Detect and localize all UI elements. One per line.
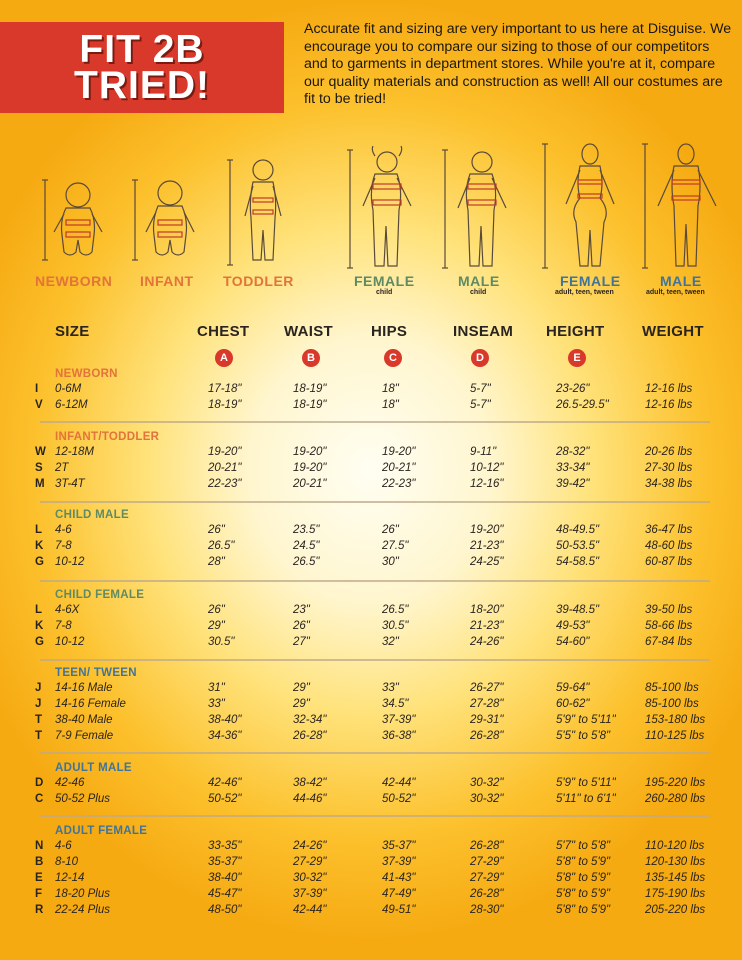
height-cell: 5'7" to 5'8" <box>556 840 611 852</box>
weight-cell: 195-220 lbs <box>645 777 706 789</box>
size-name: 50-52 Plus <box>55 792 110 805</box>
inseam-cell: 12-16" <box>470 477 504 490</box>
weight-cell: 67-84 lbs <box>645 635 693 648</box>
inseam-cell: 18-20" <box>470 604 504 616</box>
inseam-cell: 30-32" <box>470 777 504 789</box>
size-name: 12-18M <box>55 446 94 458</box>
height-cell: 28-32" <box>556 446 590 458</box>
waist-cell: 42-44" <box>293 903 327 916</box>
table-row <box>0 446 742 462</box>
table-row <box>0 698 742 714</box>
chest-cell: 26" <box>208 604 225 616</box>
waist-cell: 38-42" <box>293 777 327 789</box>
male-adult-figure <box>640 140 730 270</box>
size-code: N <box>35 840 44 852</box>
size-code: D <box>35 777 44 789</box>
hips-cell: 35-37" <box>382 840 416 852</box>
height-cell: 54-58.5" <box>556 555 600 568</box>
height-cell: 39-48.5" <box>556 604 600 616</box>
table-row <box>0 730 742 746</box>
waist-cell: 37-39" <box>293 887 327 900</box>
weight-cell: 60-87 lbs <box>645 555 693 568</box>
newborn-figure <box>40 140 110 270</box>
table-row <box>0 872 742 888</box>
column-header-height: HEIGHT <box>546 323 605 340</box>
size-name: 14-16 Male <box>55 682 113 694</box>
chest-cell: 45-47" <box>208 887 242 900</box>
section-title: ADULT MALE <box>55 762 132 774</box>
hips-cell: 30.5" <box>382 619 409 632</box>
size-name: 22-24 Plus <box>55 903 110 916</box>
table-row <box>0 904 742 920</box>
table-row <box>0 604 742 620</box>
chest-cell: 18-19" <box>208 398 242 411</box>
inseam-cell: 21-23" <box>470 619 504 632</box>
banner-line-2: TRIED! <box>74 63 210 107</box>
table-row <box>0 556 742 572</box>
size-name: 8-10 <box>55 855 79 868</box>
chest-cell: 26.5" <box>208 539 235 552</box>
inseam-cell: 27-29" <box>470 871 504 884</box>
figure-sub-female-adult: adult, teen, tween <box>555 289 614 296</box>
hips-cell: 26.5" <box>382 604 409 616</box>
weight-cell: 110-125 lbs <box>645 729 705 742</box>
size-name: 4-6 <box>55 840 72 852</box>
figure-label-infant: INFANT <box>140 273 194 289</box>
waist-cell: 18-19" <box>293 398 327 411</box>
chest-cell: 17-18" <box>208 383 242 395</box>
weight-cell: 85-100 lbs <box>645 682 699 694</box>
figure-label-toddler: TODDLER <box>223 273 294 289</box>
inseam-cell: 24-26" <box>470 635 504 648</box>
inseam-cell: 26-28" <box>470 729 504 742</box>
weight-cell: 12-16 lbs <box>645 398 693 411</box>
height-cell: 49-53" <box>556 619 590 632</box>
section-title: CHILD MALE <box>55 509 129 521</box>
toddler-outline-icon <box>225 140 295 270</box>
table-row <box>0 793 742 809</box>
chest-cell: 19-20" <box>208 446 242 458</box>
size-name: 18-20 Plus <box>55 887 110 900</box>
hips-cell: 22-23" <box>382 477 416 490</box>
weight-cell: 27-30 lbs <box>645 461 693 474</box>
chest-cell: 33" <box>208 697 225 710</box>
height-cell: 50-53.5" <box>556 539 600 552</box>
height-cell: 23-26" <box>556 383 590 395</box>
hips-cell: 27.5" <box>382 539 409 552</box>
female-child-figure <box>345 140 425 270</box>
height-cell: 5'8" to 5'9" <box>556 903 611 916</box>
figure-label-male-adult: MALE <box>660 273 702 289</box>
size-name: 10-12 <box>55 635 85 648</box>
chest-cell: 34-36" <box>208 729 242 742</box>
hips-cell: 18" <box>382 383 399 395</box>
waist-cell: 26.5" <box>293 555 320 568</box>
section-title: CHILD FEMALE <box>55 589 145 601</box>
marker-c: C <box>384 349 402 367</box>
inseam-cell: 27-29" <box>470 855 504 868</box>
waist-cell: 29" <box>293 697 310 710</box>
marker-a: A <box>215 349 233 367</box>
inseam-cell: 26-28" <box>470 840 504 852</box>
waist-cell: 23" <box>293 604 310 616</box>
section-divider <box>40 421 710 423</box>
chest-cell: 28" <box>208 555 225 568</box>
height-cell: 5'9" to 5'11" <box>556 777 616 789</box>
size-name: 7-9 Female <box>55 729 114 742</box>
size-code: V <box>35 398 43 411</box>
hips-cell: 50-52" <box>382 792 416 805</box>
figure-sub-male-child: child <box>470 289 487 296</box>
height-cell: 26.5-29.5" <box>556 398 609 411</box>
weight-cell: 36-47 lbs <box>645 524 693 536</box>
table-row <box>0 462 742 478</box>
section-divider <box>40 659 710 661</box>
section-title: NEWBORN <box>55 368 118 380</box>
waist-cell: 26" <box>293 619 310 632</box>
figure-sub-female-child: child <box>376 289 393 296</box>
weight-cell: 20-26 lbs <box>645 446 693 458</box>
size-code: M <box>35 477 45 490</box>
chest-cell: 50-52" <box>208 792 242 805</box>
size-code: G <box>35 635 44 648</box>
column-header-weight: WEIGHT <box>642 323 704 340</box>
weight-cell: 205-220 lbs <box>645 903 706 916</box>
infant-outline-icon <box>130 140 200 270</box>
section-divider <box>40 501 710 503</box>
waist-cell: 27-29" <box>293 855 327 868</box>
table-row <box>0 478 742 494</box>
baby-outline-icon <box>40 140 110 270</box>
section-divider <box>40 752 710 754</box>
size-name: 0-6M <box>55 383 82 395</box>
weight-cell: 135-145 lbs <box>645 871 706 884</box>
size-code: T <box>35 713 43 726</box>
height-cell: 5'8" to 5'9" <box>556 887 611 900</box>
weight-cell: 34-38 lbs <box>645 477 693 490</box>
weight-cell: 39-50 lbs <box>645 604 693 616</box>
inseam-cell: 5-7" <box>470 398 491 411</box>
weight-cell: 120-130 lbs <box>645 855 706 868</box>
weight-cell: 48-60 lbs <box>645 539 693 552</box>
size-code: T <box>35 729 43 742</box>
intro-paragraph: Accurate fit and sizing are very important to us here at Disguise. We encourage you to compare our sizing to those of our competitors and to garments in department stores. While you're at it, compare our quality materials and construction as well! All our costumes are fit to be tried! <box>304 21 732 108</box>
height-cell: 59-64" <box>556 682 590 694</box>
size-name: 6-12M <box>55 398 88 411</box>
size-code: L <box>35 604 43 616</box>
size-name: 3T-4T <box>55 477 85 490</box>
fit-banner <box>0 22 284 113</box>
hips-cell: 37-39" <box>382 713 416 726</box>
infant-figure <box>130 140 200 270</box>
height-cell: 5'8" to 5'9" <box>556 855 611 868</box>
size-code: G <box>35 555 44 568</box>
waist-cell: 44-46" <box>293 792 327 805</box>
inseam-cell: 5-7" <box>470 383 491 395</box>
inseam-cell: 30-32" <box>470 792 504 805</box>
chest-cell: 26" <box>208 524 225 536</box>
size-code: K <box>35 539 44 552</box>
weight-cell: 175-190 lbs <box>645 887 706 900</box>
chest-cell: 33-35" <box>208 840 242 852</box>
size-name: 7-8 <box>55 619 72 632</box>
size-code: F <box>35 887 43 900</box>
marker-e: E <box>568 349 586 367</box>
marker-d: D <box>471 349 489 367</box>
section-title: ADULT FEMALE <box>55 825 148 837</box>
figure-label-male-child: MALE <box>458 273 500 289</box>
column-header-hips: HIPS <box>371 323 408 340</box>
hips-cell: 41-43" <box>382 871 416 884</box>
chest-cell: 31" <box>208 682 225 694</box>
hips-cell: 37-39" <box>382 855 416 868</box>
figure-sub-male-adult: adult, teen, tween <box>646 289 705 296</box>
size-code: J <box>35 697 42 710</box>
height-cell: 5'11" to 6'1" <box>556 792 616 805</box>
weight-cell: 12-16 lbs <box>645 383 693 395</box>
size-name: 14-16 Female <box>55 697 126 710</box>
hips-cell: 20-21" <box>382 461 416 474</box>
hips-cell: 32" <box>382 635 399 648</box>
man-outline-icon <box>640 140 730 270</box>
column-header-waist: WAIST <box>284 323 333 340</box>
chest-cell: 38-40" <box>208 871 242 884</box>
hips-cell: 42-44" <box>382 777 416 789</box>
chest-cell: 22-23" <box>208 477 242 490</box>
inseam-cell: 28-30" <box>470 903 504 916</box>
table-row <box>0 636 742 652</box>
height-cell: 48-49.5" <box>556 524 600 536</box>
inseam-cell: 21-23" <box>470 539 504 552</box>
figure-label-female-adult: FEMALE <box>560 273 621 289</box>
table-row <box>0 524 742 540</box>
table-row <box>0 856 742 872</box>
column-header-size: SIZE <box>55 323 90 340</box>
size-code: J <box>35 682 42 694</box>
waist-cell: 23.5" <box>293 524 320 536</box>
weight-cell: 260-280 lbs <box>645 792 706 805</box>
size-name: 7-8 <box>55 539 72 552</box>
waist-cell: 24-26" <box>293 840 327 852</box>
hips-cell: 26" <box>382 524 399 536</box>
table-row <box>0 840 742 856</box>
inseam-cell: 24-25" <box>470 555 504 568</box>
size-name: 4-6 <box>55 524 72 536</box>
column-header-inseam: INSEAM <box>453 323 514 340</box>
chest-cell: 20-21" <box>208 461 242 474</box>
section-title: TEEN/ TWEEN <box>55 667 137 679</box>
table-row <box>0 383 742 399</box>
table-row <box>0 399 742 415</box>
height-cell: 5'5" to 5'8" <box>556 729 611 742</box>
waist-cell: 26-28" <box>293 729 327 742</box>
table-row <box>0 540 742 556</box>
size-code: K <box>35 619 44 632</box>
height-cell: 33-34" <box>556 461 590 474</box>
inseam-cell: 27-28" <box>470 697 504 710</box>
waist-cell: 30-32" <box>293 871 327 884</box>
marker-b: B <box>302 349 320 367</box>
inseam-cell: 26-27" <box>470 682 504 694</box>
figure-label-female-child: FEMALE <box>354 273 415 289</box>
column-header-chest: CHEST <box>197 323 250 340</box>
inseam-cell: 9-11" <box>470 446 497 458</box>
table-row <box>0 888 742 904</box>
waist-cell: 19-20" <box>293 446 327 458</box>
height-cell: 54-60" <box>556 635 590 648</box>
banner-line-1: FIT 2B <box>79 27 205 71</box>
waist-cell: 29" <box>293 682 310 694</box>
inseam-cell: 10-12" <box>470 461 504 474</box>
chest-cell: 42-46" <box>208 777 242 789</box>
size-name: 12-14 <box>55 871 85 884</box>
size-name: 4-6X <box>55 604 80 616</box>
hips-cell: 30" <box>382 555 399 568</box>
hips-cell: 49-51" <box>382 903 416 916</box>
chest-cell: 30.5" <box>208 635 235 648</box>
hips-cell: 47-49" <box>382 887 416 900</box>
hips-cell: 36-38" <box>382 729 416 742</box>
size-code: S <box>35 461 43 474</box>
inseam-cell: 29-31" <box>470 713 504 726</box>
height-cell: 60-62" <box>556 697 590 710</box>
chest-cell: 48-50" <box>208 903 242 916</box>
female-adult-figure <box>540 140 630 270</box>
section-divider <box>40 815 710 817</box>
hips-cell: 19-20" <box>382 446 416 458</box>
weight-cell: 153-180 lbs <box>645 713 706 726</box>
size-name: 42-46 <box>55 777 85 789</box>
size-code: L <box>35 524 43 536</box>
girl-outline-icon <box>345 140 425 270</box>
chest-cell: 29" <box>208 619 225 632</box>
table-row <box>0 714 742 730</box>
chest-cell: 38-40" <box>208 713 242 726</box>
size-code: W <box>35 446 46 458</box>
weight-cell: 110-120 lbs <box>645 840 705 852</box>
hips-cell: 34.5" <box>382 697 409 710</box>
waist-cell: 24.5" <box>293 539 320 552</box>
chest-cell: 35-37" <box>208 855 242 868</box>
inseam-cell: 26-28" <box>470 887 504 900</box>
size-code: C <box>35 792 44 805</box>
toddler-figure <box>225 140 295 270</box>
size-code: B <box>35 855 44 868</box>
waist-cell: 18-19" <box>293 383 327 395</box>
male-child-figure <box>440 140 520 270</box>
inseam-cell: 19-20" <box>470 524 504 536</box>
waist-cell: 32-34" <box>293 713 327 726</box>
waist-cell: 20-21" <box>293 477 327 490</box>
waist-cell: 19-20" <box>293 461 327 474</box>
boy-outline-icon <box>440 140 520 270</box>
size-name: 38-40 Male <box>55 713 113 726</box>
table-row <box>0 777 742 793</box>
height-cell: 5'8" to 5'9" <box>556 871 611 884</box>
height-cell: 39-42" <box>556 477 590 490</box>
woman-outline-icon <box>540 140 630 270</box>
size-code: R <box>35 903 44 916</box>
table-row <box>0 682 742 698</box>
size-code: I <box>35 383 39 395</box>
weight-cell: 85-100 lbs <box>645 697 699 710</box>
section-divider <box>40 580 710 582</box>
section-title: INFANT/TODDLER <box>55 431 160 443</box>
figure-label-newborn: NEWBORN <box>35 273 113 289</box>
waist-cell: 27" <box>293 635 310 648</box>
weight-cell: 58-66 lbs <box>645 619 693 632</box>
hips-cell: 18" <box>382 398 399 411</box>
table-row <box>0 620 742 636</box>
size-name: 2T <box>55 461 69 474</box>
size-code: E <box>35 871 43 884</box>
size-name: 10-12 <box>55 555 85 568</box>
hips-cell: 33" <box>382 682 399 694</box>
height-cell: 5'9" to 5'11" <box>556 713 616 726</box>
